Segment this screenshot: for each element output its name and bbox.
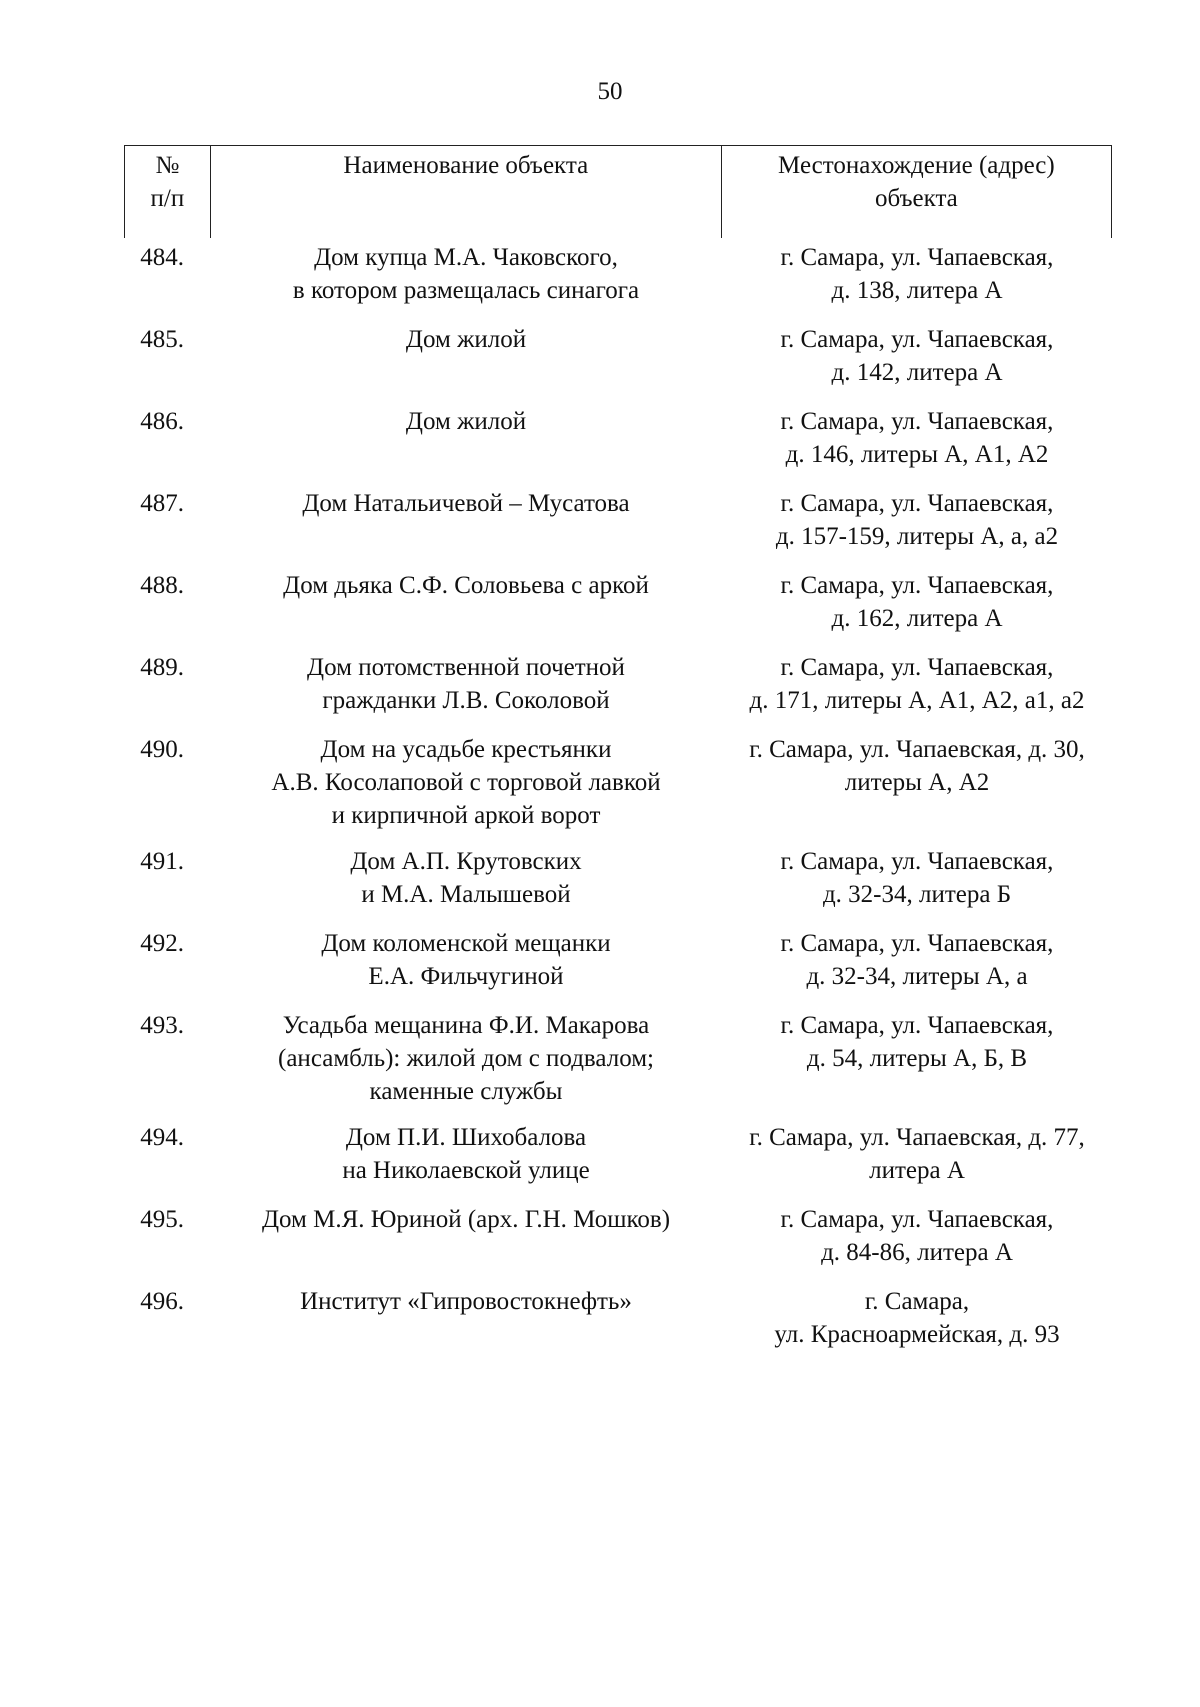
table-header [124, 145, 1112, 238]
object-address-line: д. 171, литеры А, А1, А2, а1, а2 [749, 687, 1085, 714]
object-address-line: д. 162, литера А [831, 605, 1003, 632]
object-name [210, 487, 722, 553]
object-name-line: (ансамбль): жилой дом с подвалом; [278, 1045, 654, 1072]
object-address-line: д. 138, литера А [831, 277, 1003, 304]
object-name-line: Дом купца М.А. Чаковского, [314, 244, 618, 271]
table-row [124, 569, 1112, 635]
object-address-line: д. 146, литеры А, А1, А2 [785, 441, 1049, 468]
object-address-line: д. 157-159, литеры А, а, а2 [775, 523, 1059, 550]
object-address [722, 927, 1112, 993]
object-name-line: и кирпичной аркой ворот [331, 802, 601, 829]
object-address [722, 1009, 1112, 1108]
header-address: Местонахождение (адрес) объекта [778, 152, 1055, 212]
table-row [124, 323, 1112, 389]
object-name-line: Усадьба мещанина Ф.И. Макарова [282, 1012, 650, 1039]
object-name [210, 569, 722, 635]
object-name-line: и М.А. Малышевой [361, 881, 571, 908]
object-name-line: Дом жилой [405, 326, 527, 353]
object-name [210, 405, 722, 471]
object-name-line: Дом Натальичевой – Мусатова [302, 490, 630, 517]
object-address-line: г. Самара, ул. Чапаевская, д. 77, [749, 1124, 1085, 1151]
table-row [124, 733, 1112, 832]
table-row [124, 1203, 1112, 1269]
table-row [124, 1009, 1112, 1108]
row-number: 489. [140, 654, 184, 681]
object-address [722, 845, 1112, 911]
object-name [210, 651, 722, 717]
table-row [124, 487, 1112, 553]
object-address-line: г. Самара, ул. Чапаевская, [780, 1206, 1054, 1233]
object-address-line: г. Самара, ул. Чапаевская, [780, 848, 1054, 875]
object-address [722, 1203, 1112, 1269]
object-name [210, 927, 722, 993]
object-address [722, 405, 1112, 471]
row-number: 488. [140, 572, 184, 599]
table-row [124, 927, 1112, 993]
object-name-line: каменные службы [369, 1078, 563, 1105]
row-number: 495. [140, 1206, 184, 1233]
object-name-line: Дом А.П. Крутовских [350, 848, 582, 875]
object-address-line: д. 84-86, литера А [821, 1239, 1013, 1266]
object-address-line: г. Самара, ул. Чапаевская, [780, 572, 1054, 599]
object-address [722, 733, 1112, 832]
object-name-line: Дом дьяка С.Ф. Соловьева с аркой [283, 572, 649, 599]
object-name-line: в котором размещалась синагога [292, 277, 640, 304]
object-name-line: Дом М.Я. Юриной (арх. Г.Н. Мошков) [261, 1206, 671, 1233]
header-number: № п/п [125, 146, 211, 238]
object-address-line: д. 142, литера А [831, 359, 1003, 386]
object-address-line: д. 32-34, литеры А, а [806, 963, 1028, 990]
object-name-line: Дом П.И. Шихобалова [345, 1124, 587, 1151]
object-name [210, 241, 722, 307]
object-address-line: г. Самара, ул. Чапаевская, [780, 930, 1054, 957]
object-address-line: г. Самара, ул. Чапаевская, [780, 326, 1054, 353]
object-address-line: г. Самара, ул. Чапаевская, [780, 244, 1054, 271]
row-number: 490. [140, 736, 184, 763]
table-row [124, 1121, 1112, 1187]
object-name [210, 1009, 722, 1108]
object-address-line: литера А [869, 1157, 965, 1184]
objects-table [124, 145, 1112, 1348]
object-address-line: ул. Красноармейская, д. 93 [774, 1321, 1060, 1348]
object-name [210, 1121, 722, 1187]
object-address [722, 323, 1112, 389]
object-name-line: Дом потомственной почетной [307, 654, 625, 681]
object-address-line: г. Самара, ул. Чапаевская, д. 30, [749, 736, 1085, 763]
object-address-line: г. Самара, ул. Чапаевская, [780, 1012, 1054, 1039]
row-number: 487. [140, 490, 184, 517]
object-name [210, 1285, 722, 1351]
object-name-line: Дом жилой [405, 408, 527, 435]
row-number: 485. [140, 326, 184, 353]
object-name-line: Институт «Гипровостокнефть» [300, 1288, 632, 1315]
object-address [722, 487, 1112, 553]
object-address-line: д. 54, литеры А, Б, В [806, 1045, 1028, 1072]
object-name [210, 845, 722, 911]
row-number: 494. [140, 1124, 184, 1151]
object-address-line: д. 32-34, литера Б [822, 881, 1012, 908]
object-name [210, 733, 722, 832]
object-name-line: Дом коломенской мещанки [321, 930, 611, 957]
header-object-name: Наименование объекта [211, 146, 722, 238]
table-row [124, 1285, 1112, 1351]
object-address [722, 241, 1112, 307]
row-number: 491. [140, 848, 184, 875]
object-address [722, 569, 1112, 635]
object-name-line: Дом на усадьбе крестьянки [320, 736, 612, 763]
object-address [722, 1121, 1112, 1187]
table-row [124, 651, 1112, 717]
table-row [124, 241, 1112, 307]
row-number: 492. [140, 930, 184, 957]
object-address-line: литеры А, А2 [844, 769, 990, 796]
object-address [722, 1285, 1112, 1351]
table-row [124, 405, 1112, 471]
row-number: 493. [140, 1012, 184, 1039]
row-number: 486. [140, 408, 184, 435]
object-address-line: г. Самара, ул. Чапаевская, [780, 654, 1054, 681]
object-address-line: г. Самара, ул. Чапаевская, [780, 490, 1054, 517]
object-name-line: Е.А. Фильчугиной [368, 963, 564, 990]
object-address-line: г. Самара, ул. Чапаевская, [780, 408, 1054, 435]
row-number: 496. [140, 1288, 184, 1315]
object-address [722, 651, 1112, 717]
table-row [124, 845, 1112, 911]
row-number: 484. [140, 244, 184, 271]
object-address-line: г. Самара, [864, 1288, 970, 1315]
object-name-line: гражданки Л.В. Соколовой [322, 687, 610, 714]
object-name-line: на Николаевской улице [342, 1157, 590, 1184]
object-name [210, 323, 722, 389]
object-name [210, 1203, 722, 1269]
object-name-line: А.В. Косолаповой с торговой лавкой [271, 769, 661, 796]
page-number: 50 [597, 78, 623, 105]
